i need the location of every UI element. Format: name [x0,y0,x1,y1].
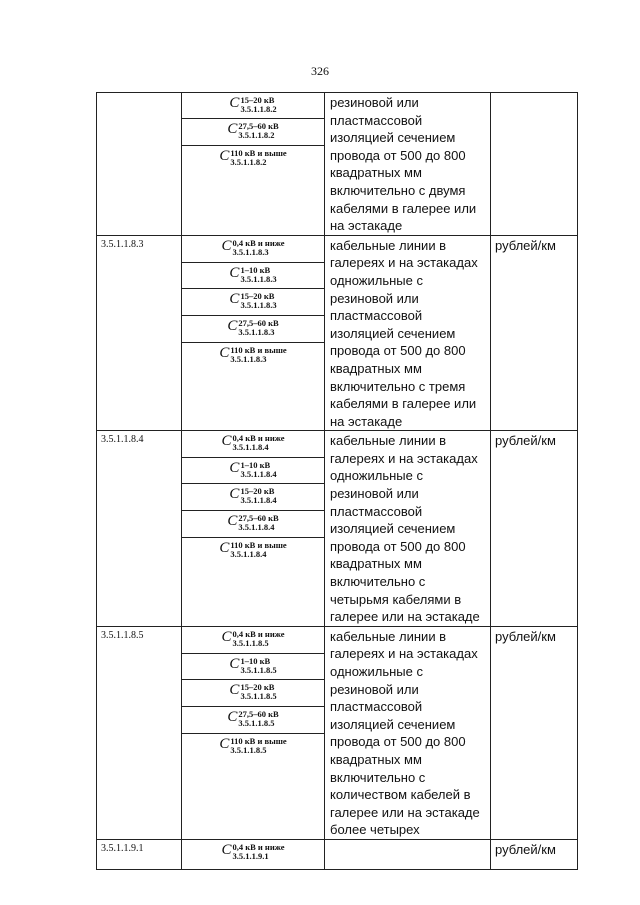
rate-symbol-letter: C [221,841,232,858]
rate-symbol [182,263,324,289]
symbol-index: 3.5.1.1.8.4 [240,495,277,506]
rate-symbol-letter: C [229,681,240,698]
rate-symbol-letter: C [229,95,240,111]
rate-symbol-letter: C [229,290,240,307]
voltage-class: 1–10 кВ [240,264,271,275]
symbol-index: 3.5.1.1.8.4 [232,442,269,453]
symbol-index: 3.5.1.1.8.5 [238,717,275,728]
item-unit: рублей/км [491,431,578,627]
table-row [97,839,578,869]
rates-table-body [97,93,578,870]
symbol-index: 3.5.1.1.8.5 [240,690,277,701]
item-unit: рублей/км [491,235,578,431]
item-code: 3.5.1.1.8.4 [97,431,182,627]
rate-symbol [182,484,324,511]
rate-symbol-letter: C [229,655,240,672]
rate-symbol [182,538,324,609]
rate-symbol [182,146,324,224]
rate-symbol-letter: C [227,121,238,137]
rates-table [96,92,578,870]
voltage-class: 1–10 кВ [240,655,271,666]
rate-symbol [182,734,324,822]
rate-symbol [182,119,324,146]
voltage-class: 110 кВ и выше [230,344,287,355]
rate-symbol-letter: C [221,628,232,645]
symbol-index: 3.5.1.1.8.2 [238,130,275,140]
rate-symbol-letter: C [221,237,232,254]
symbol-index: 3.5.1.1.8.3 [230,353,267,364]
rate-symbol [182,627,324,654]
rate-symbol-letter: C [227,513,238,530]
rate-symbol [182,840,324,869]
item-description: кабельные линии в галереях и на эстакадах одножильные с резиновой или пластмассовой изоляцией сечением провода от 500 до 800 квадратных мм включительно с тремя кабелями в галерее или на эстакаде [325,235,491,431]
table-row [97,235,578,431]
rate-symbol [182,316,324,343]
item-description [325,839,491,869]
symbol-index: 3.5.1.1.8.5 [240,664,277,675]
symbol-cell [182,626,325,839]
symbol-index: 3.5.1.1.8.4 [240,469,277,480]
rate-symbol [182,680,324,707]
rate-symbol-letter: C [219,148,230,164]
table-row [97,626,578,839]
item-unit: рублей/км [491,839,578,869]
voltage-class: 15–20 кВ [240,290,275,301]
symbol-cell [182,93,325,236]
rate-symbol [182,289,324,316]
voltage-class: 0,4 кВ и ниже [232,237,285,248]
voltage-class: 15–20 кВ [240,95,275,105]
rate-symbol-letter: C [219,540,230,557]
symbol-cell [182,431,325,627]
symbol-index: 3.5.1.1.8.4 [238,522,275,533]
item-code: 3.5.1.1.8.5 [97,626,182,839]
rate-symbol [182,654,324,680]
symbol-index: 3.5.1.1.8.5 [230,744,267,755]
symbol-index: 3.5.1.1.8.3 [240,273,277,284]
voltage-class: 110 кВ и выше [230,735,287,746]
item-unit: рублей/км [491,626,578,839]
item-code: 3.5.1.1.8.3 [97,235,182,431]
rate-symbol [182,511,324,538]
page-number: 326 [311,64,329,78]
rate-symbol [182,236,324,263]
item-code: 3.5.1.1.9.1 [97,839,182,869]
table-row [97,93,578,236]
voltage-class: 27,5–60 кВ [238,317,279,328]
voltage-class: 15–20 кВ [240,681,275,692]
symbol-cell [182,839,325,869]
voltage-class: 27,5–60 кВ [238,513,279,524]
symbol-index: 3.5.1.1.8.2 [230,157,267,167]
symbol-cell [182,235,325,431]
item-description: резиновой или пластмассовой изоляцией сечением провода от 500 до 800 квадратных мм включительно с двумя кабелями в галерее или на эстакаде [325,93,491,236]
rate-symbol-letter: C [219,344,230,361]
voltage-class: 0,4 кВ и ниже [232,628,285,639]
rate-symbol [182,93,324,119]
symbol-index: 3.5.1.1.8.5 [232,637,269,648]
symbol-index: 3.5.1.1.8.3 [238,326,275,337]
voltage-class: 27,5–60 кВ [238,708,279,719]
rate-symbol [182,431,324,458]
rate-symbol-letter: C [229,460,240,477]
voltage-class: 1–10 кВ [240,460,271,471]
rate-symbol-letter: C [227,708,238,725]
item-description: кабельные линии в галереях и на эстакадах одножильные с резиновой или пластмассовой изоляцией сечением провода от 500 до 800 квадратных мм включительно с четырьмя кабелями в галерее или на эстакаде [325,431,491,627]
voltage-class: 110 кВ и выше [230,540,287,551]
item-description: кабельные линии в галереях и на эстакадах одножильные с резиновой или пластмассовой изоляцией сечением провода от 500 до 800 квадратных мм включительно с количеством кабелей в галерее или на эстакаде более четырех [325,626,491,839]
rate-symbol [182,458,324,484]
rate-symbol [182,343,324,415]
voltage-class: 15–20 кВ [240,486,275,497]
voltage-class: 27,5–60 кВ [238,121,279,131]
rate-symbol-letter: C [227,317,238,334]
rate-symbol [182,707,324,734]
rate-symbol-letter: C [221,433,232,450]
rate-symbol-letter: C [219,735,230,752]
symbol-index: 3.5.1.1.8.4 [230,549,267,560]
voltage-class: 110 кВ и выше [230,148,287,158]
rate-symbol-letter: C [229,486,240,503]
voltage-class: 0,4 кВ и ниже [232,433,285,444]
symbol-index: 3.5.1.1.8.2 [240,104,277,114]
symbol-index: 3.5.1.1.9.1 [232,850,269,861]
symbol-index: 3.5.1.1.8.3 [232,246,269,257]
table-row [97,431,578,627]
symbol-index: 3.5.1.1.8.3 [240,299,277,310]
item-unit [491,93,578,236]
voltage-class: 0,4 кВ и ниже [232,841,285,852]
item-code [97,93,182,236]
rate-symbol-letter: C [229,264,240,281]
